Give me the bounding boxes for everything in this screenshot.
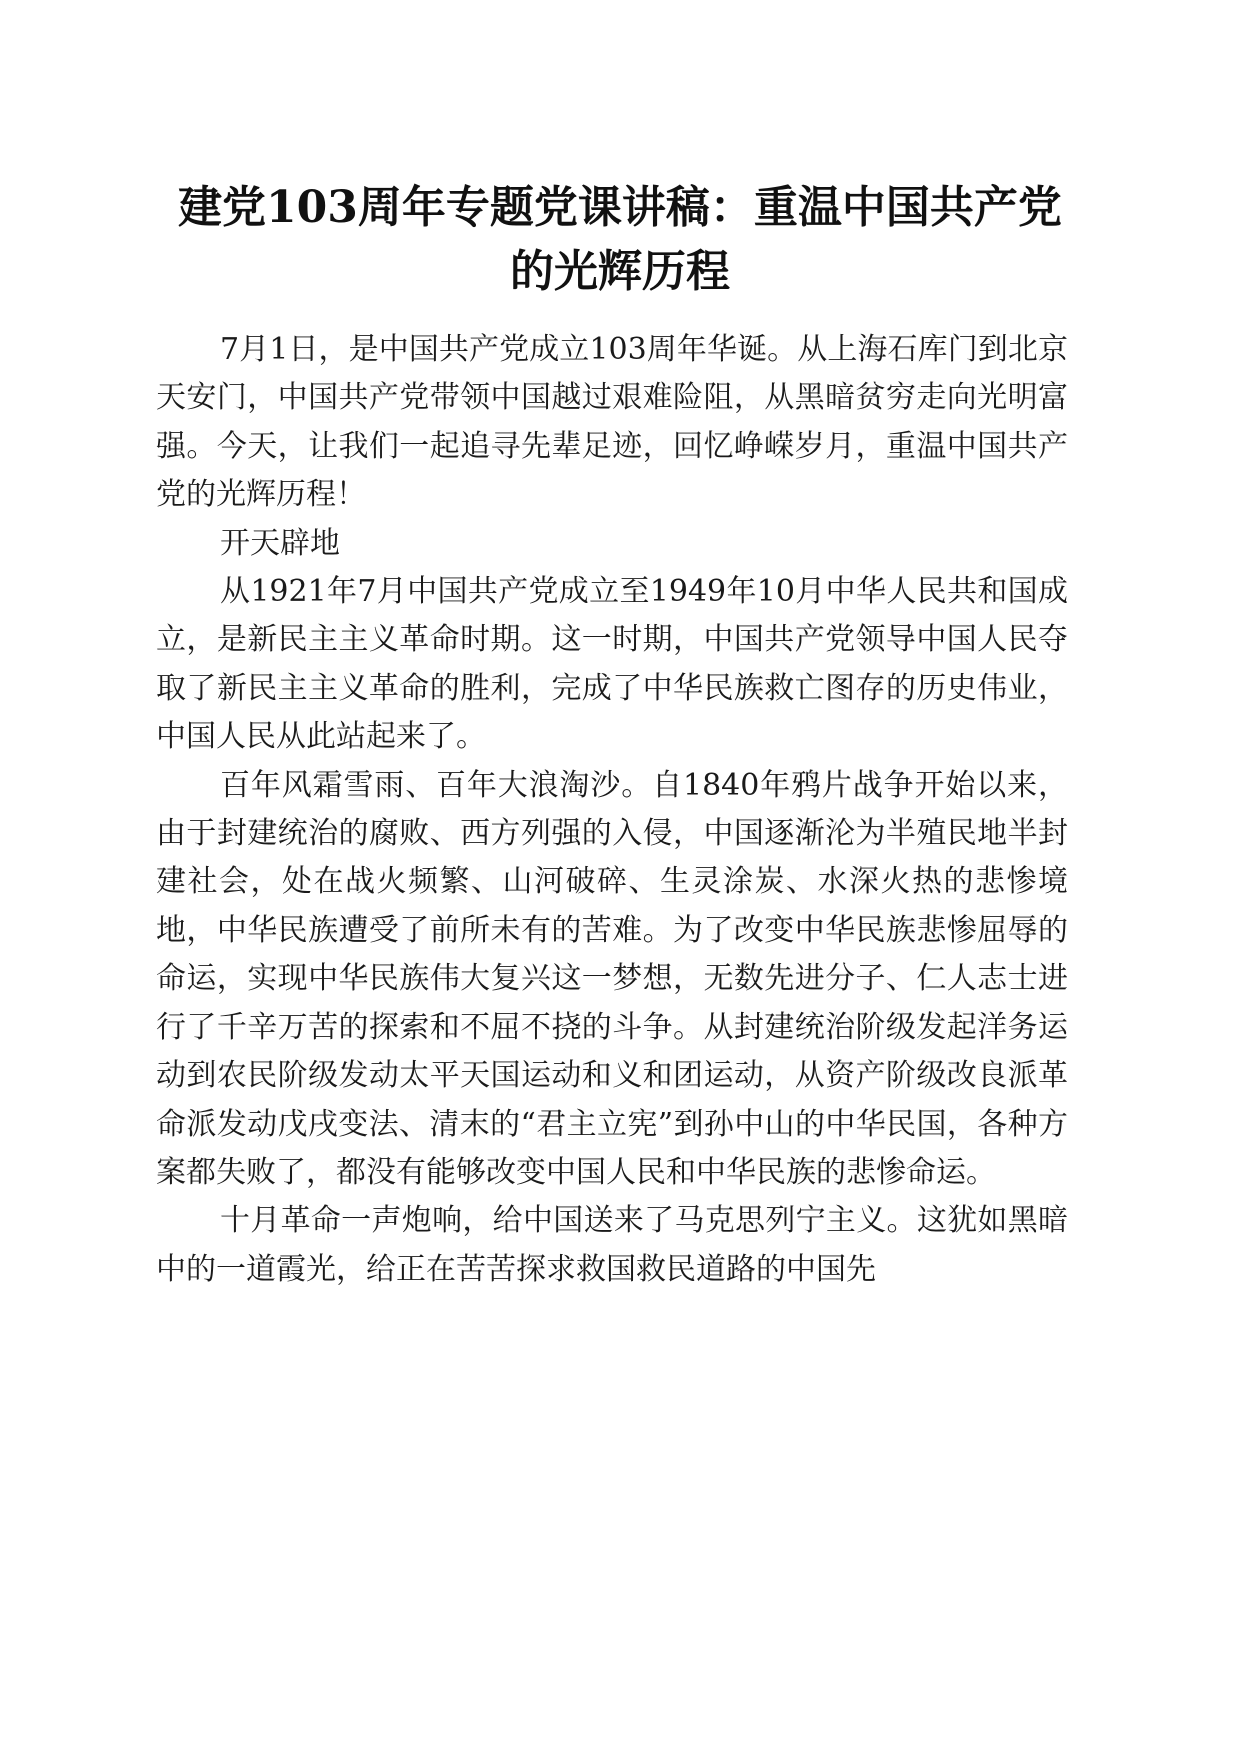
intro-paragraph: 7月1日，是中国共产党成立103周年华诞。从上海石库门到北京天安门，中国共产党带领中国越过艰难险阻，从黑暗贫穷走向光明富强。今天，让我们一起追寻先辈足迹，回忆峥嵘岁月，重温中国共产党的光辉历程！ (156, 332, 1068, 513)
paragraph-1: 从1921年7月中国共产党成立至1949年10月中华人民共和国成立，是新民主主义革命时期。这一时期，中国共产党领导中国人民夺取了新民主主义革命的胜利，完成了中华民族救亡图存的历史伟业，中国人民从此站起来了。 (156, 574, 1068, 755)
document-title (140, 176, 1100, 304)
title-line-2: 的光辉历程 (510, 246, 730, 297)
document-body (156, 326, 1068, 1294)
section-heading: 开天辟地 (220, 525, 340, 561)
paragraph-2: 百年风霜雪雨、百年大浪淘沙。自1840年鸦片战争开始以来，由于封建统治的腐败、西方列强的入侵，中国逐渐沦为半殖民地半封建社会，处在战火频繁、山河破碎、生灵涂炭、水深火热的悲惨境地，中华民族遭受了前所未有的苦难。为了改变中华民族悲惨屈辱的命运，实现中华民族伟大复兴这一梦想，无数先进分子、仁人志士进行了千辛万苦的探索和不屈不挠的斗争。从封建统治阶级发起洋务运动到农民阶级发动太平天国运动和义和团运动，从资产阶级改良派革命派发动戊戌变法、清末的“君主立宪”到孙中山的中华民国，各种方案都失败了，都没有能够改变中国人民和中华民族的悲惨命运。 (156, 767, 1068, 1190)
paragraph-3: 十月革命一声炮响，给中国送来了马克思列宁主义。这犹如黑暗中的一道霞光，给正在苦苦探求救国救民道路的中国先 (156, 1203, 1068, 1287)
title-line-1: 建党103周年专题党课讲稿：重温中国共产党 (178, 182, 1062, 233)
